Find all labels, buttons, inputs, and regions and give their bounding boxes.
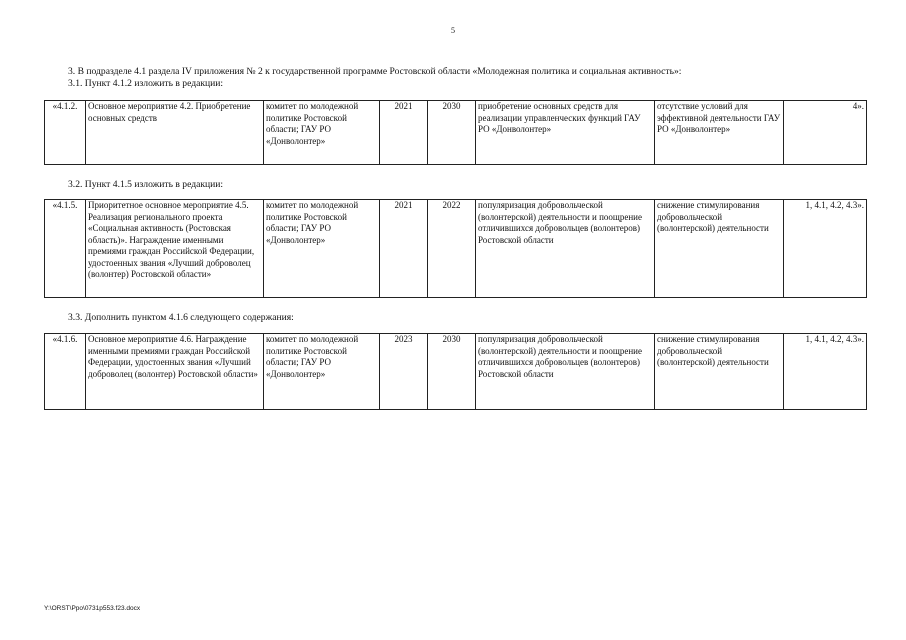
table-row [45,101,867,165]
section-heading-4-1-6: 3.3. Дополнить пунктом 4.1.6 следующего содержания: [68,312,294,323]
page-number: 5 [451,26,455,35]
intro-paragraph: 3. В подразделе 4.1 раздела IV приложения № 2 к государственной программе Ростовской области «Молодежная политика и социальная активность»: [68,66,682,77]
table-item-4-1-6 [44,333,867,410]
section-heading-4-1-5: 3.2. Пункт 4.1.5 изложить в редакции: [68,179,224,190]
cell-executor: комитет по молодежной политике Ростовской области; ГАУ РО «Донволонтер» [264,200,380,298]
cell-link: 1, 4.1, 4.2, 4.3». [784,334,867,410]
cell-link: 1, 4.1, 4.2, 4.3». [784,200,867,298]
cell-result: приобретение основных средств для реализации управленческих функций ГАУ РО «Донволонтер» [476,101,655,165]
cell-name: Основное мероприятие 4.6. Награждение именными премиями граждан Российской Федерации, удостоенных звания «Лучший доброволец (волонтер) Ростовской области» [86,334,264,410]
cell-link: 4». [784,101,867,165]
cell-end-year: 2022 [428,200,476,298]
cell-result: популяризация добровольческой (волонтерской) деятельности и поощрение отличившихся добровольцев (волонтеров) Ростовской области [476,200,655,298]
cell-name: Основное мероприятие 4.2. Приобретение основных средств [86,101,264,165]
cell-consequence: снижение стимулирования добровольческой (волонтерской) деятельности [655,334,784,410]
table-item-4-1-5 [44,199,867,298]
cell-number: «4.1.2. [45,101,86,165]
file-path-footer: Y:\ORST\Ppo\0731p553.f23.docx [44,605,141,612]
cell-consequence: отсутствие условий для эффективной деятельности ГАУ РО «Донволонтер» [655,101,784,165]
cell-end-year: 2030 [428,334,476,410]
cell-executor: комитет по молодежной политике Ростовской области; ГАУ РО «Донволонтер» [264,334,380,410]
cell-end-year: 2030 [428,101,476,165]
cell-executor: комитет по молодежной политике Ростовской области; ГАУ РО «Донволонтер» [264,101,380,165]
cell-start-year: 2021 [380,200,428,298]
table-row [45,334,867,410]
cell-start-year: 2023 [380,334,428,410]
table-row [45,200,867,298]
cell-consequence: снижение стимулирования добровольческой (волонтерской) деятельности [655,200,784,298]
cell-number: «4.1.6. [45,334,86,410]
cell-number: «4.1.5. [45,200,86,298]
cell-start-year: 2021 [380,101,428,165]
cell-name: Приоритетное основное мероприятие 4.5. Реализация регионального проекта «Социальная активность (Ростовская область)». Награждение именными премиями граждан Российской Федерации, удостоенных звания «Лучший доброволец (волонтер) Ростовской области» [86,200,264,298]
table-item-4-1-2 [44,100,867,165]
cell-result: популяризация добровольческой (волонтерской) деятельности и поощрение отличившихся добровольцев (волонтеров) Ростовской области [476,334,655,410]
section-heading-4-1-2: 3.1. Пункт 4.1.2 изложить в редакции: [68,78,224,89]
